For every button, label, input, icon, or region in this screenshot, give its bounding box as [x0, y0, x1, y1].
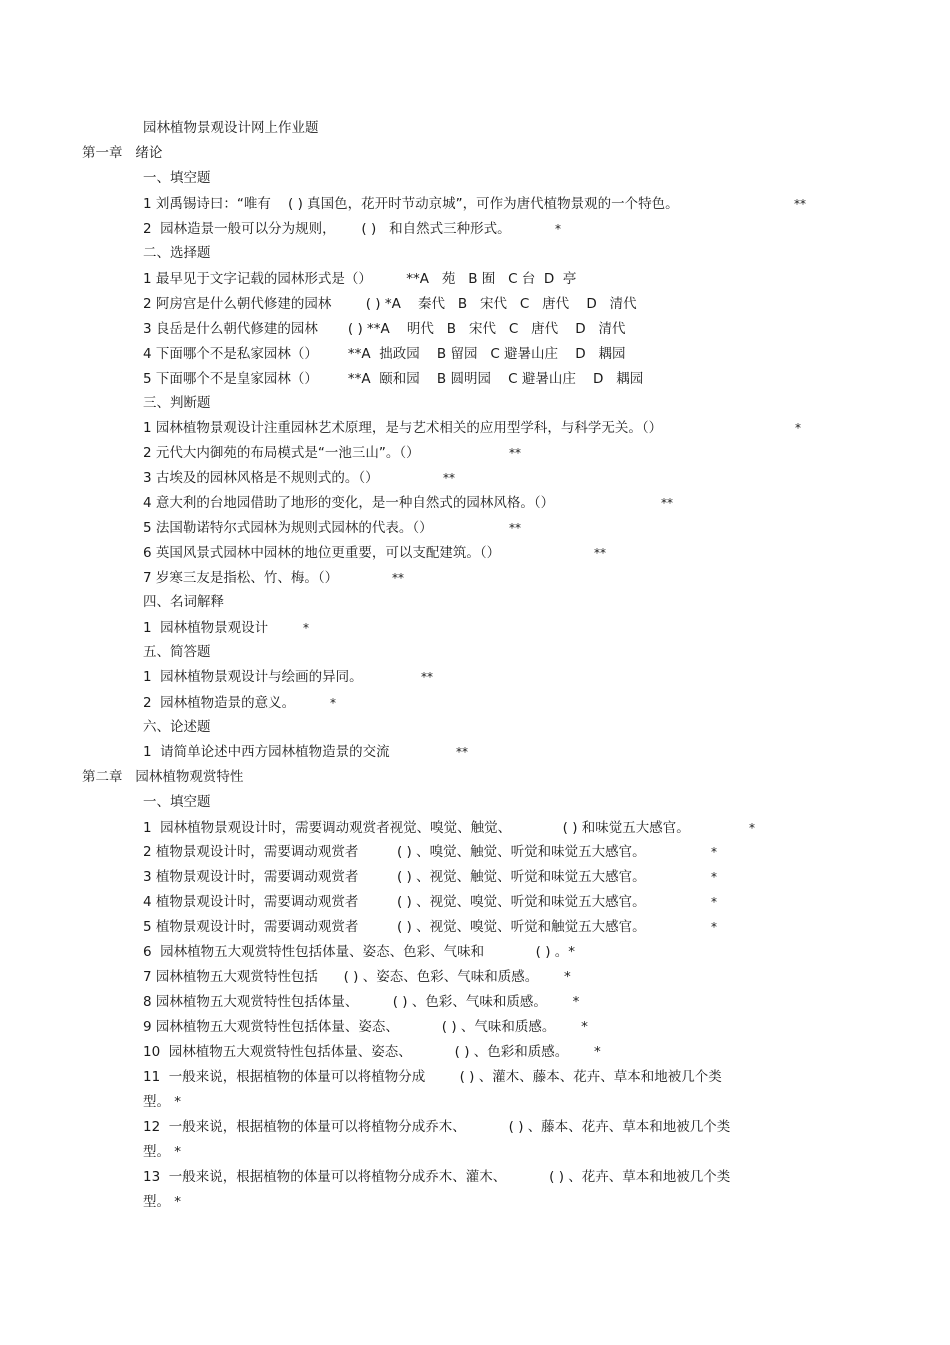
ch1-section-fill-blank: 一、填空题	[143, 170, 211, 186]
ch1-short-q1: 1 园林植物景观设计与绘画的异同。	[143, 669, 363, 685]
ch1-judge-q4: 4 意大利的台地园借助了地形的变化，是一种自然式的园林风格。（）	[143, 495, 555, 511]
ch2-fill-q4-difficulty: *	[711, 895, 717, 909]
ch1-fill-q2-difficulty: *	[555, 222, 561, 236]
ch1-judge-q4-difficulty: **	[661, 496, 673, 510]
ch1-judge-q2-difficulty: **	[509, 446, 521, 460]
document-title: 园林植物景观设计网上作业题	[143, 120, 319, 136]
ch2-fill-q2: 2 植物景观设计时，需要调动观赏者 ( ) 、嗅觉、触觉、听觉和味觉五大感官。	[143, 844, 646, 860]
ch2-fill-q2-difficulty: *	[711, 845, 717, 859]
ch1-judge-q1-difficulty: *	[795, 421, 801, 435]
ch2-fill-q1: 1 园林植物景观设计时，需要调动观赏者视觉、嗅觉、触觉、 ( ) 和味觉五大感官。	[143, 820, 690, 836]
ch2-fill-q3: 3 植物景观设计时，需要调动观赏者 ( ) 、视觉、触觉、听觉和味觉五大感官。	[143, 869, 646, 885]
ch1-choice-q5: 5 下面哪个不是皇家园林（） **A 颐和园 B 圆明园 C 避暑山庄 D 耦园	[143, 371, 644, 387]
ch1-section-essay: 六、论述题	[143, 719, 211, 735]
ch1-short-q2: 2 园林植物造景的意义。	[143, 695, 296, 711]
ch1-section-short-answer: 五、简答题	[143, 644, 211, 660]
ch2-fill-q8: 8 园林植物五大观赏特性包括体量、 ( ) 、色彩、气味和质感。 *	[143, 994, 580, 1010]
ch2-fill-q4: 4 植物景观设计时，需要调动观赏者 ( ) 、视觉、嗅觉、听觉和味觉五大感官。	[143, 894, 646, 910]
ch1-section-choice: 二、选择题	[143, 245, 211, 261]
ch1-judge-q3-difficulty: **	[443, 471, 455, 485]
ch1-judge-q6-difficulty: **	[594, 546, 606, 560]
ch1-term-q1: 1 园林植物景观设计	[143, 620, 269, 636]
chapter-1-heading: 第一章 绪论	[82, 145, 163, 161]
chapter-2-heading: 第二章 园林植物观赏特性	[82, 769, 244, 785]
ch1-judge-q2: 2 元代大内御苑的布局模式是“一池三山”。（）	[143, 445, 420, 461]
ch1-choice-q1: 1 最早见于文字记载的园林形式是（） **A 苑 B 囿 C 台 D 亭	[143, 271, 577, 287]
ch2-fill-q7: 7 园林植物五大观赏特性包括 ( ) 、姿态、色彩、气味和质感。 *	[143, 969, 571, 985]
ch1-fill-q2: 2 园林造景一般可以分为规则， ( ) 和自然式三种形式。	[143, 221, 511, 237]
ch2-fill-q1-difficulty: *	[749, 821, 755, 835]
ch2-fill-q9: 9 园林植物五大观赏特性包括体量、姿态、 ( ) 、气味和质感。 *	[143, 1019, 588, 1035]
ch2-fill-q12-continued: 型。 *	[143, 1144, 182, 1160]
ch2-fill-q11: 11 一般来说，根据植物的体量可以将植物分成 ( ) 、灌木、藤本、花卉、草本和地被几个类	[143, 1069, 722, 1085]
ch2-section-fill-blank: 一、填空题	[143, 794, 211, 810]
ch1-judge-q1: 1 园林植物景观设计注重园林艺术原理，是与艺术相关的应用型学科，与科学无关。（）	[143, 420, 663, 436]
ch1-judge-q5-difficulty: **	[509, 521, 521, 535]
ch2-fill-q13: 13 一般来说，根据植物的体量可以将植物分成乔木、灌木、 ( ) 、花卉、草本和地被几个类	[143, 1169, 731, 1185]
ch1-choice-q4: 4 下面哪个不是私家园林（） **A 拙政园 B 留园 C 避暑山庄 D 耦园	[143, 346, 626, 362]
ch1-judge-q7-difficulty: **	[392, 571, 404, 585]
ch2-fill-q5: 5 植物景观设计时，需要调动观赏者 ( ) 、视觉、嗅觉、听觉和触觉五大感官。	[143, 919, 646, 935]
ch1-fill-q1: 1 刘禹锡诗曰：“唯有 ( ) 真国色，花开时节动京城”，可作为唐代植物景观的一个特色。	[143, 196, 679, 212]
ch1-short-q1-difficulty: **	[421, 670, 433, 684]
ch1-section-judge: 三、判断题	[143, 395, 211, 411]
ch2-fill-q6: 6 园林植物五大观赏特性包括体量、姿态、色彩、气味和 ( ) 。*	[143, 944, 576, 960]
ch1-choice-q3: 3 良岳是什么朝代修建的园林 ( ) **A 明代 B 宋代 C 唐代 D 清代	[143, 321, 626, 337]
ch2-fill-q12: 12 一般来说，根据植物的体量可以将植物分成乔木、 ( ) 、藤本、花卉、草本和地被几个类	[143, 1119, 731, 1135]
ch1-judge-q7: 7 岁寒三友是指松、竹、梅。（）	[143, 570, 339, 586]
ch1-essay-q1-difficulty: **	[456, 745, 468, 759]
ch1-section-terms: 四、名词解释	[143, 594, 224, 610]
ch2-fill-q13-continued: 型。 *	[143, 1194, 182, 1210]
ch1-judge-q3: 3 古埃及的园林风格是不规则式的。（）	[143, 470, 379, 486]
ch2-fill-q3-difficulty: *	[711, 870, 717, 884]
ch1-judge-q6: 6 英国风景式园林中园林的地位更重要，可以支配建筑。（）	[143, 545, 501, 561]
ch1-term-q1-difficulty: *	[303, 621, 309, 635]
ch2-fill-q11-continued: 型。 *	[143, 1094, 182, 1110]
ch1-judge-q5: 5 法国勒诺特尔式园林为规则式园林的代表。（）	[143, 520, 433, 536]
ch2-fill-q10: 10 园林植物五大观赏特性包括体量、姿态、 ( ) 、色彩和质感。 *	[143, 1044, 601, 1060]
ch1-fill-q1-difficulty: **	[794, 197, 806, 211]
ch2-fill-q5-difficulty: *	[711, 920, 717, 934]
ch1-essay-q1: 1 请简单论述中西方园林植物造景的交流	[143, 744, 390, 760]
ch1-choice-q2: 2 阿房宫是什么朝代修建的园林 ( ) *A 秦代 B 宋代 C 唐代 D 清代	[143, 296, 637, 312]
ch1-short-q2-difficulty: *	[330, 696, 336, 710]
